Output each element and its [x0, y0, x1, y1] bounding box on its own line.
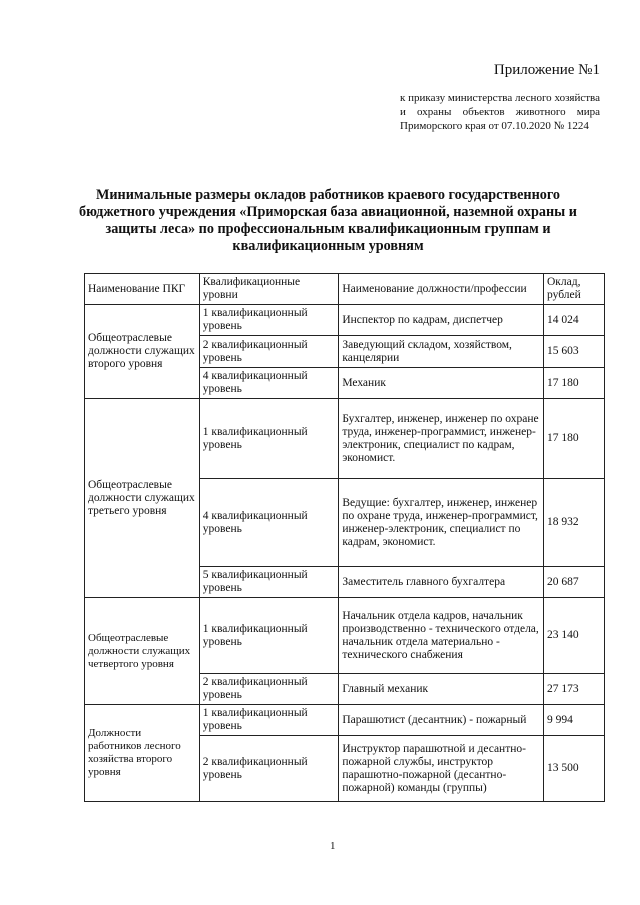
level-cell: 1 квалификационный уровень: [199, 598, 339, 674]
salary-cell: 20 687: [544, 567, 605, 598]
salary-cell: 15 603: [544, 336, 605, 368]
salary-cell: 13 500: [544, 736, 605, 802]
salary-cell: 18 932: [544, 479, 605, 567]
level-cell: 2 квалификационный уровень: [199, 736, 339, 802]
level-cell: 1 квалификационный уровень: [199, 305, 339, 336]
header-salary: Оклад, рублей: [544, 274, 605, 305]
group-name: Общеотраслевые должности служащих четвертого уровня: [85, 598, 200, 705]
header-levels: Квалификационные уровни: [199, 274, 339, 305]
salary-cell: 23 140: [544, 598, 605, 674]
appendix-label: Приложение №1: [493, 62, 600, 78]
level-cell: 2 квалификационный уровень: [199, 336, 339, 368]
table-row: [85, 598, 605, 674]
salary-cell: 14 024: [544, 305, 605, 336]
table-row: [85, 399, 605, 479]
order-reference: к приказу министерства лесного хозяйства и охраны объектов животного мира Приморского края от 07.10.2020 № 1224: [400, 92, 600, 132]
header-pkg: Наименование ПКГ: [85, 274, 200, 305]
salary-cell: 17 180: [544, 368, 605, 399]
salary-cell: 17 180: [544, 399, 605, 479]
position-cell: Инспектор по кадрам, диспетчер: [339, 305, 544, 336]
position-cell: Заведующий складом, хозяйством, канцелярии: [339, 336, 544, 368]
position-cell: Начальник отдела кадров, начальник производственно - технического отдела, начальник отдела материально - технического снабжения: [339, 598, 544, 674]
position-cell: Заместитель главного бухгалтера: [339, 567, 544, 598]
group-name: Должности работников лесного хозяйства второго уровня: [85, 705, 200, 802]
level-cell: 4 квалификационный уровень: [199, 479, 339, 567]
position-cell: Механик: [339, 368, 544, 399]
table-row: [85, 305, 605, 336]
document-title: Минимальные размеры окладов работников краевого государственного бюджетного учреждения «Приморская база авиационной, наземной охраны и защиты леса» по профессиональным квалификационным группам и квалификационным уровням: [79, 187, 577, 254]
level-cell: 1 квалификационный уровень: [199, 705, 339, 736]
level-cell: 1 квалификационный уровень: [199, 399, 339, 479]
position-cell: Бухгалтер, инженер, инженер по охране труда, инженер-программист, инженер-электроник, специалист по кадрам, экономист.: [339, 399, 544, 479]
header-position: Наименование должности/профессии: [339, 274, 544, 305]
position-cell: Инструктор парашютной и десантно-пожарной службы, инструктор парашютно-пожарной (десантно-пожарной) команды (группы): [339, 736, 544, 802]
table-row: [85, 705, 605, 736]
level-cell: 2 квалификационный уровень: [199, 674, 339, 705]
salary-cell: 9 994: [544, 705, 605, 736]
position-cell: Ведущие: бухгалтер, инженер, инженер по охране труда, инженер-программист, инженер-электроник, специалист по кадрам, экономист.: [339, 479, 544, 567]
table-header-row: [85, 274, 605, 305]
level-cell: 4 квалификационный уровень: [199, 368, 339, 399]
group-name: Общеотраслевые должности служащих второго уровня: [85, 305, 200, 399]
salary-cell: 27 173: [544, 674, 605, 705]
page-number: 1: [330, 840, 336, 852]
position-cell: Парашютист (десантник) - пожарный: [339, 705, 544, 736]
salary-table: [84, 273, 605, 802]
position-cell: Главный механик: [339, 674, 544, 705]
group-name: Общеотраслевые должности служащих третьего уровня: [85, 399, 200, 598]
level-cell: 5 квалификационный уровень: [199, 567, 339, 598]
